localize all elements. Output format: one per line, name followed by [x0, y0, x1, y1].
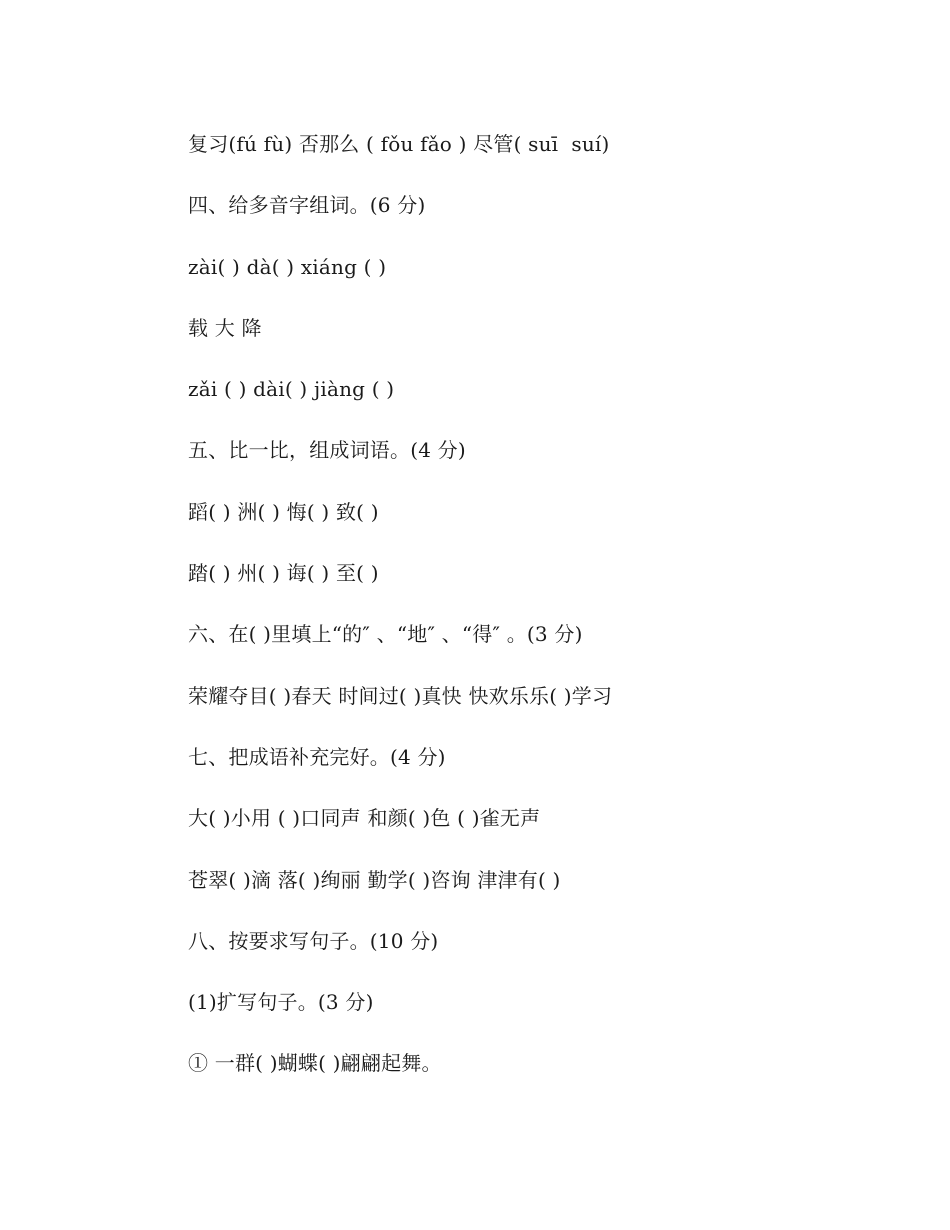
- text-line: 荣耀夺目( )春天 时间过( )真快 快欢乐乐( )学习: [188, 683, 613, 708]
- sub-heading: (1)扩写句子。(3 分): [188, 990, 374, 1015]
- text-line: zài( ) dà( ) xiáng ( ): [188, 254, 387, 279]
- text-line: 蹈( ) 洲( ) 悔( ) 致( ): [188, 499, 379, 524]
- text-line: 苍翠( )滴 落( )绚丽 勤学( )咨询 津津有( ): [188, 867, 561, 892]
- text-line: 复习(fú fù) 否那么 ( fǒu fǎo ) 尽管( suī suí): [188, 132, 610, 156]
- text-line: 载 大 降: [188, 315, 262, 340]
- section-heading: 八、按要求写句子。(10 分): [188, 928, 439, 953]
- text-line: 踏( ) 州( ) 诲( ) 至( ): [188, 561, 379, 586]
- section-heading: 四、给多音字组词。(6 分): [188, 193, 426, 218]
- text-line: zǎi ( ) dài( ) jiàng ( ): [188, 377, 395, 402]
- section-heading: 七、把成语补充完好。(4 分): [188, 744, 446, 769]
- section-heading: 五、比一比，组成词语。(4 分): [188, 438, 466, 463]
- text-line: 大( )小用 ( )口同声 和颜( )色 ( )雀无声: [188, 806, 541, 831]
- text-line: ① 一群( )蝴蝶( )翩翩起舞。: [188, 1051, 442, 1076]
- document-page: [188, 126, 888, 1107]
- section-heading: 六、在( )里填上“的″ 、“地″ 、“得″ 。(3 分): [188, 622, 583, 647]
